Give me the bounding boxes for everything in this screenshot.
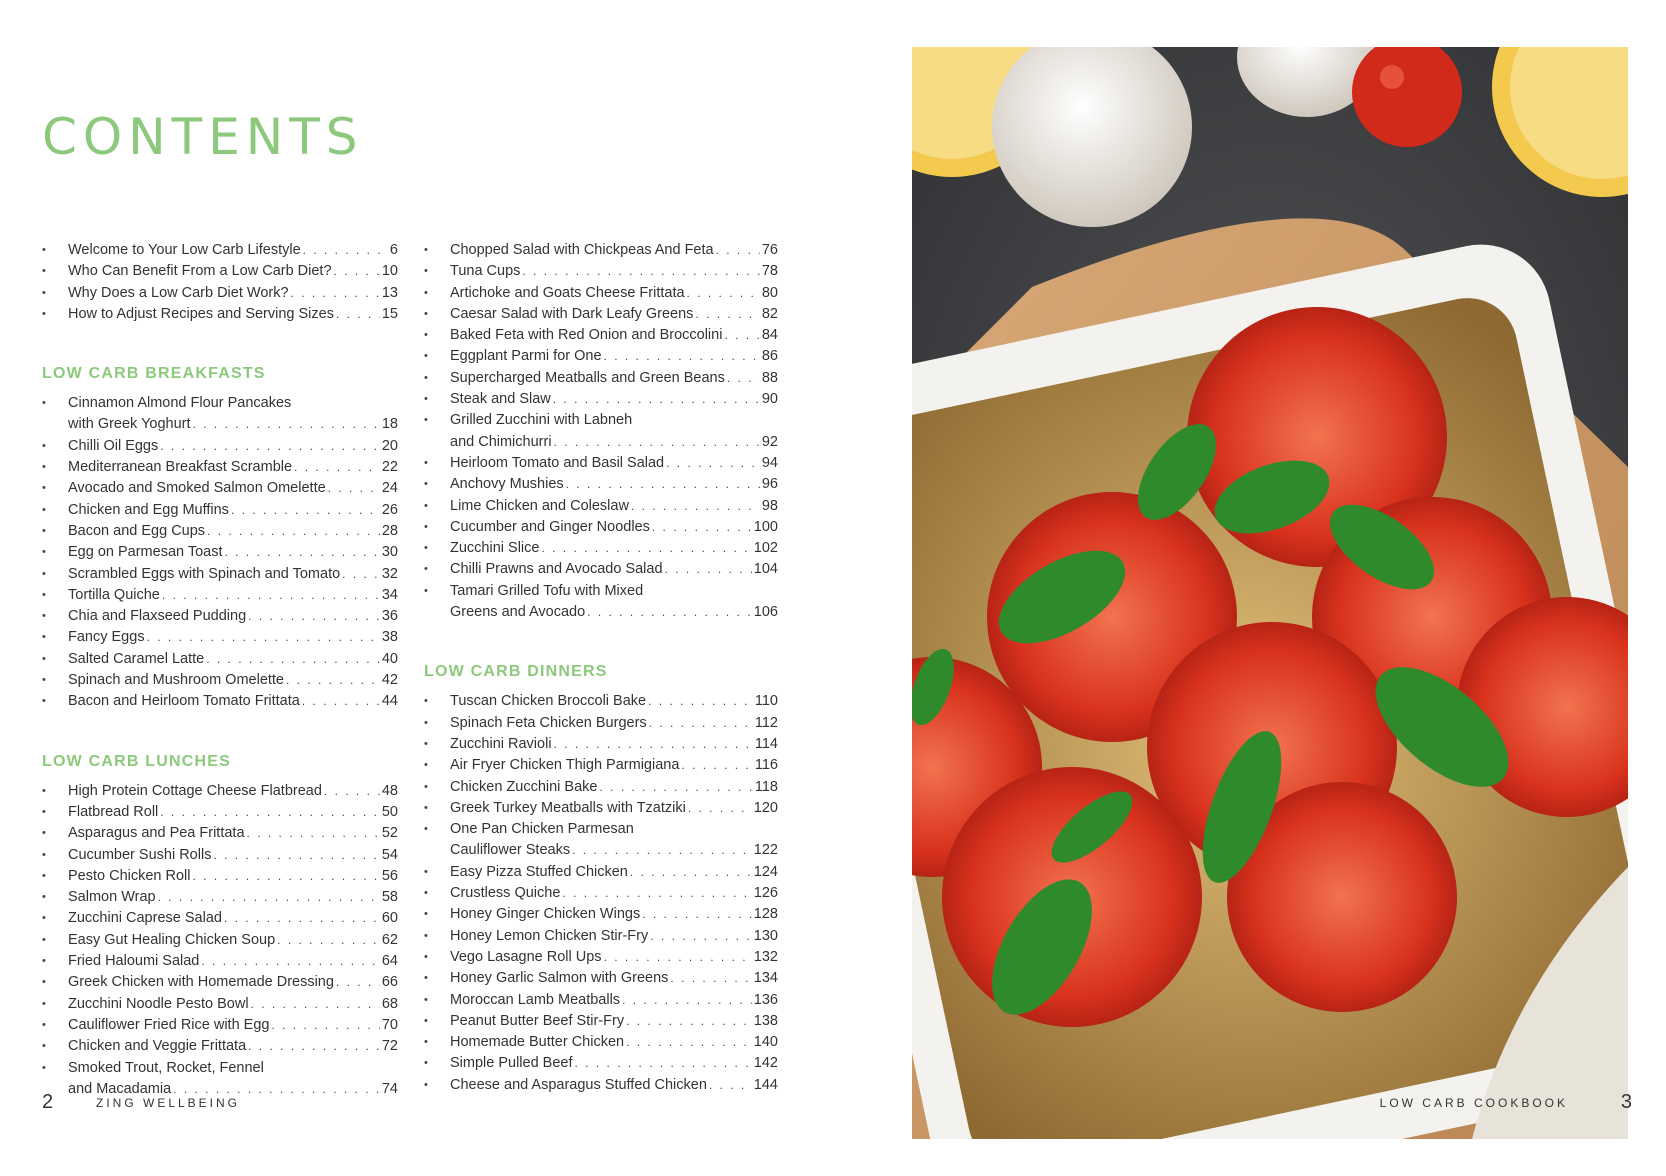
breakfasts-list (42, 393, 398, 712)
dot-leader (342, 564, 380, 585)
toc-entry (42, 802, 398, 823)
toc-entry-page-number: 68 (381, 995, 398, 1012)
toc-entry-title: • Tortilla Quiche (68, 586, 160, 603)
toc-entry-page-number: 66 (381, 974, 398, 991)
dot-leader (665, 559, 752, 580)
toc-entry-page-number: 86 (761, 348, 778, 365)
toc-entry-page-number: 34 (381, 586, 398, 603)
toc-entry-title: • High Protein Cottage Cheese Flatbread (68, 782, 322, 799)
toc-entry-title: • Cucumber Sushi Rolls (68, 846, 212, 863)
toc-entry-title: • Chia and Flaxseed Pudding (68, 608, 247, 625)
footer-book-title: LOW CARB COOKBOOK (1379, 1096, 1568, 1110)
toc-entry-title: • Greek Chicken with Homemade Dressing (68, 974, 334, 991)
toc-entry-title: • Pesto Chicken Roll (68, 867, 191, 884)
toc-entry-title: • Heirloom Tomato and Basil Salad (450, 454, 665, 471)
toc-entry-title: • Tuscan Chicken Broccoli Bake (450, 693, 647, 710)
toc-entry-page-number: 22 (381, 459, 398, 476)
toc-entry-title: with Greek Yoghurt (68, 416, 191, 433)
toc-entry-page-number: 70 (381, 1016, 398, 1033)
toc-entry (42, 930, 398, 951)
toc-entry (42, 261, 398, 282)
toc-entry (42, 649, 398, 670)
toc-entry-page-number: 50 (381, 803, 398, 820)
toc-entry (424, 947, 778, 968)
toc-entry-page-number: 10 (381, 263, 398, 280)
toc-entry-title: • Zucchini Caprese Salad (68, 910, 222, 927)
toc-entry (42, 585, 398, 606)
toc-entry (42, 823, 398, 844)
toc-entry-title: • Mediterranean Breakfast Scramble (68, 459, 293, 476)
footer-brand: ZING WELLBEING (96, 1096, 241, 1110)
toc-entry-title: • Salmon Wrap (68, 889, 156, 906)
toc-entry (424, 474, 778, 495)
toc-entry-page-number: 13 (381, 284, 398, 301)
toc-entry-page-number: 18 (381, 416, 398, 433)
toc-entry (424, 453, 778, 474)
toc-entry-page-number: 54 (381, 846, 398, 863)
dot-leader (630, 862, 752, 883)
toc-entry-page-number: 78 (761, 263, 778, 280)
dot-leader (554, 734, 753, 755)
dot-leader (271, 1015, 379, 1036)
dot-leader (225, 542, 380, 563)
toc-column-1 (42, 240, 398, 1100)
dot-leader (213, 845, 379, 866)
toc-entry-page-number: 124 (753, 863, 778, 880)
lunches-heading: LOW CARB LUNCHES (42, 752, 231, 770)
toc-entry-page-number: 74 (381, 1080, 398, 1097)
toc-entry-page-number: 126 (753, 885, 778, 902)
toc-entry (424, 862, 778, 883)
toc-entry-title: • Who Can Benefit From a Low Carb Diet? (68, 263, 332, 280)
toc-entry-title: • Welcome to Your Low Carb Lifestyle (68, 242, 301, 258)
toc-entry-title: • Steak and Slaw (450, 391, 551, 408)
toc-entry-page-number: 92 (761, 433, 778, 450)
toc-entry (42, 521, 398, 542)
toc-entry-title-line1: • Smoked Trout, Rocket, Fennel (68, 1059, 264, 1076)
toc-entry (42, 304, 398, 325)
toc-entry-title: and Chimichurri (450, 433, 552, 450)
dot-leader (247, 823, 380, 844)
toc-entry-page-number: 104 (753, 561, 778, 578)
toc-entry-title: • Eggplant Parmi for One (450, 348, 602, 365)
toc-entry-title: • Greek Turkey Meatballs with Tzatziki (450, 799, 686, 816)
toc-entry (424, 517, 778, 538)
toc-entry-title: • Crustless Quiche (450, 885, 561, 902)
dot-leader (160, 436, 380, 457)
dot-leader (277, 930, 380, 951)
toc-entry (42, 908, 398, 929)
toc-entry (424, 325, 778, 346)
toc-entry (424, 410, 778, 453)
toc-entry (424, 346, 778, 367)
dot-leader (670, 968, 751, 989)
toc-entry-page-number: 48 (381, 782, 398, 799)
toc-entry-title: • How to Adjust Recipes and Serving Sizes (68, 305, 334, 322)
toc-entry (424, 777, 778, 798)
toc-entry-page-number: 118 (754, 778, 778, 795)
toc-entry-page-number: 132 (753, 948, 778, 965)
toc-entry-title: • Honey Ginger Chicken Wings (450, 906, 641, 923)
dot-leader (666, 453, 760, 474)
toc-entry-page-number: 60 (381, 910, 398, 927)
toc-entry-title: • Flatbread Roll (68, 803, 159, 820)
toc-entry-page-number: 80 (761, 284, 778, 301)
toc-entry-page-number: 88 (761, 369, 778, 386)
toc-column-2 (424, 240, 778, 1096)
right-page-number: 3 (1620, 1091, 1632, 1113)
toc-entry (424, 819, 778, 862)
toc-entry-page-number: 20 (381, 437, 398, 454)
toc-entry-page-number: 120 (753, 799, 778, 816)
dot-leader (566, 474, 760, 495)
dot-leader (162, 585, 380, 606)
toc-entry-title: • Chicken and Veggie Frittata (68, 1038, 247, 1055)
dot-leader (294, 457, 380, 478)
dot-leader (553, 389, 760, 410)
toc-entry-page-number: 56 (381, 867, 398, 884)
dot-leader (206, 649, 380, 670)
toc-entry (424, 883, 778, 904)
dot-leader (286, 670, 380, 691)
dot-leader (727, 368, 760, 389)
toc-entry-title: • Chilli Prawns and Avocado Salad (450, 561, 663, 578)
toc-entry (424, 304, 778, 325)
toc-entry (424, 798, 778, 819)
dot-leader (695, 304, 759, 325)
toc-entry-title: • Scrambled Eggs with Spinach and Tomato (68, 565, 341, 582)
toc-entry-title: • Easy Gut Healing Chicken Soup (68, 931, 276, 948)
dot-leader (336, 304, 380, 325)
toc-entry (424, 240, 778, 261)
dot-leader (302, 691, 380, 712)
dinners-heading: LOW CARB DINNERS (424, 663, 608, 681)
toc-entry (42, 994, 398, 1015)
toc-entry-title: • Why Does a Low Carb Diet Work? (68, 284, 289, 301)
toc-entry-title: • Cheese and Asparagus Stuffed Chicken (450, 1076, 707, 1093)
toc-entry-title: • Fried Haloumi Salad (68, 953, 200, 970)
toc-entry (424, 496, 778, 517)
toc-entry (424, 755, 778, 776)
toc-entry-page-number: 15 (381, 305, 398, 322)
toc-entry-title: Greens and Avocado (450, 604, 586, 621)
toc-entry (424, 283, 778, 304)
toc-entry-page-number: 94 (761, 454, 778, 471)
dot-leader (604, 947, 752, 968)
toc-entry-page-number: 82 (761, 305, 778, 322)
toc-entry-page-number: 114 (754, 735, 778, 752)
toc-entry-page-number: 110 (754, 693, 778, 710)
toc-entry-title: • Honey Garlic Salmon with Greens (450, 970, 669, 987)
toc-entry-page-number: 44 (381, 693, 398, 710)
dot-leader (248, 606, 380, 627)
toc-entry-title: • Lime Chicken and Coleslaw (450, 497, 629, 514)
toc-entry-title: • Bacon and Egg Cups (68, 522, 206, 539)
dot-leader (324, 781, 380, 802)
dot-leader (207, 521, 380, 542)
dot-leader (626, 1011, 752, 1032)
toc-entry (424, 1053, 778, 1074)
toc-entry-title: • Supercharged Meatballs and Green Beans (450, 369, 725, 386)
toc-entry-page-number: 84 (761, 327, 778, 344)
toc-entry-title: Cauliflower Steaks (450, 842, 571, 859)
toc-entry-title: • Salted Caramel Latte (68, 650, 205, 667)
toc-entry (424, 559, 778, 580)
toc-entry-title: • Vego Lasagne Roll Ups (450, 948, 602, 965)
dot-leader (604, 346, 760, 367)
dot-leader (600, 777, 753, 798)
toc-entry (424, 538, 778, 559)
toc-entry (42, 866, 398, 887)
dot-leader (291, 283, 380, 304)
toc-entry (42, 1036, 398, 1057)
toc-entry-page-number: 112 (754, 714, 778, 731)
toc-entry-title: and Macadamia (68, 1080, 172, 1097)
toc-entry (42, 283, 398, 304)
toc-entry (424, 904, 778, 925)
toc-entry-title: • Fancy Eggs (68, 629, 145, 646)
dot-leader (649, 713, 753, 734)
dot-leader (193, 414, 380, 435)
toc-entry-page-number: 6 (389, 242, 398, 258)
dot-leader (681, 755, 752, 776)
dot-leader (224, 908, 380, 929)
toc-entry-page-number: 64 (381, 953, 398, 970)
dot-leader (631, 496, 760, 517)
toc-entry-title: • Simple Pulled Beef (450, 1055, 573, 1072)
dinners-list (424, 691, 778, 1096)
toc-entry-page-number: 122 (753, 842, 778, 859)
toc-entry-title: • Cucumber and Ginger Noodles (450, 518, 650, 535)
dot-leader (193, 866, 380, 887)
baked-tomato-dish-image (912, 47, 1628, 1139)
toc-entry (42, 606, 398, 627)
lunches-list-part-1 (42, 781, 398, 1100)
toc-entry-title: • Chicken Zucchini Bake (450, 778, 598, 795)
dot-leader (650, 926, 752, 947)
dot-leader (709, 1075, 752, 1096)
dot-leader (158, 887, 380, 908)
dot-leader (201, 951, 379, 972)
dot-leader (334, 261, 380, 282)
toc-entry-title: • Egg on Parmesan Toast (68, 544, 223, 561)
toc-entry-page-number: 26 (381, 501, 398, 518)
toc-entry (42, 478, 398, 499)
dot-leader (688, 798, 752, 819)
toc-entry-page-number: 40 (381, 650, 398, 667)
toc-entry (42, 542, 398, 563)
dot-leader (328, 478, 380, 499)
toc-entry-page-number: 36 (381, 608, 398, 625)
dot-leader (642, 904, 752, 925)
toc-entry-page-number: 134 (753, 970, 778, 987)
toc-entry-title: • Peanut Butter Beef Stir-Fry (450, 1012, 625, 1029)
toc-entry-title-line1: • One Pan Chicken Parmesan (450, 821, 634, 838)
toc-entry-page-number: 142 (753, 1055, 778, 1072)
toc-entry-title: • Air Fryer Chicken Thigh Parmigiana (450, 757, 680, 774)
toc-entry (42, 1015, 398, 1036)
toc-entry-title: • Anchovy Mushies (450, 476, 564, 493)
toc-entry-page-number: 140 (753, 1034, 778, 1051)
toc-entry-title: • Chilli Oil Eggs (68, 437, 159, 454)
dot-leader (724, 325, 759, 346)
toc-entry (424, 926, 778, 947)
toc-entry (424, 968, 778, 989)
toc-entry (42, 781, 398, 802)
toc-entry-page-number: 24 (381, 480, 398, 497)
toc-entry (42, 951, 398, 972)
toc-entry-page-number: 42 (381, 672, 398, 689)
dot-leader (626, 1032, 752, 1053)
toc-entry (42, 1058, 398, 1101)
toc-entry-page-number: 128 (753, 906, 778, 923)
left-page-number: 2 (42, 1091, 54, 1113)
dot-leader (554, 432, 760, 453)
toc-entry-page-number: 96 (761, 476, 778, 493)
toc-entry-title: • Chicken and Egg Muffins (68, 501, 229, 518)
toc-entry (424, 734, 778, 755)
dot-leader (522, 261, 759, 282)
toc-entry-title-line1: • Cinnamon Almond Flour Pancakes (68, 395, 292, 412)
toc-entry (42, 670, 398, 691)
dot-leader (160, 802, 380, 823)
toc-entry (424, 1032, 778, 1053)
toc-entry-page-number: 28 (381, 522, 398, 539)
toc-entry-title: • Spinach Feta Chicken Burgers (450, 714, 647, 731)
toc-entry (42, 457, 398, 478)
toc-entry (424, 1075, 778, 1096)
contents-title: CONTENTS (42, 108, 364, 166)
toc-entry-page-number: 100 (753, 518, 778, 535)
toc-entry-title: • Asparagus and Pea Frittata (68, 825, 245, 842)
toc-entry (42, 240, 398, 261)
toc-entry-page-number: 144 (753, 1076, 778, 1093)
toc-entry-title: • Zucchini Ravioli (450, 735, 552, 752)
toc-entry-title-line1: • Grilled Zucchini with Labneh (450, 412, 633, 429)
toc-entry (42, 627, 398, 648)
toc-entry (42, 393, 398, 436)
dot-leader (541, 538, 751, 559)
breakfasts-heading: LOW CARB BREAKFASTS (42, 365, 266, 383)
toc-entry-title: • Zucchini Noodle Pesto Bowl (68, 995, 249, 1012)
toc-entry-title: • Chopped Salad with Chickpeas And Feta (450, 242, 714, 258)
toc-entry-page-number: 32 (381, 565, 398, 582)
toc-entry-title: • Moroccan Lamb Meatballs (450, 991, 621, 1008)
dot-leader (652, 517, 752, 538)
toc-entry-title: • Caesar Salad with Dark Leafy Greens (450, 305, 694, 322)
toc-entry (42, 564, 398, 585)
toc-entry (42, 500, 398, 521)
toc-entry-title: • Artichoke and Goats Cheese Frittata (450, 284, 685, 301)
dot-leader (572, 840, 752, 861)
dot-leader (575, 1053, 752, 1074)
toc-entry (424, 261, 778, 282)
dot-leader (716, 240, 760, 261)
dot-leader (587, 602, 752, 623)
toc-entry-page-number: 98 (761, 497, 778, 514)
toc-entry (42, 845, 398, 866)
toc-entry-page-number: 138 (753, 1012, 778, 1029)
toc-entry (424, 713, 778, 734)
toc-entry-page-number: 76 (761, 242, 778, 258)
lunches-list-part-2 (424, 240, 778, 623)
toc-entry (424, 389, 778, 410)
toc-entry (424, 368, 778, 389)
toc-entry (42, 691, 398, 712)
toc-entry-title: • Cauliflower Fried Rice with Egg (68, 1016, 270, 1033)
toc-entry-title: • Homemade Butter Chicken (450, 1034, 625, 1051)
toc-entry-title: • Spinach and Mushroom Omelette (68, 672, 284, 689)
toc-entry-page-number: 38 (381, 629, 398, 646)
dot-leader (303, 240, 388, 261)
toc-entry (424, 1011, 778, 1032)
toc-entry-page-number: 52 (381, 825, 398, 842)
toc-entry-page-number: 30 (381, 544, 398, 561)
toc-entry-page-number: 116 (754, 757, 778, 774)
dot-leader (248, 1036, 380, 1057)
toc-entry-title: • Bacon and Heirloom Tomato Frittata (68, 693, 300, 710)
toc-entry-page-number: 72 (381, 1038, 398, 1055)
dot-leader (622, 990, 752, 1011)
dot-leader (687, 283, 760, 304)
toc-entry (424, 581, 778, 624)
dot-leader (147, 627, 380, 648)
toc-entry-page-number: 130 (753, 927, 778, 944)
dot-leader (562, 883, 751, 904)
toc-entry-title-line1: • Tamari Grilled Tofu with Mixed (450, 582, 644, 599)
toc-entry-page-number: 106 (753, 604, 778, 621)
toc-entry-page-number: 58 (381, 889, 398, 906)
toc-entry-title: • Tuna Cups (450, 263, 521, 280)
dot-leader (251, 994, 380, 1015)
dot-leader (648, 691, 753, 712)
toc-entry-page-number: 62 (381, 931, 398, 948)
toc-entry-page-number: 90 (761, 391, 778, 408)
toc-entry (424, 691, 778, 712)
toc-entry (42, 436, 398, 457)
toc-entry-title: • Easy Pizza Stuffed Chicken (450, 863, 628, 880)
food-photo (912, 47, 1628, 1139)
toc-entry-title: • Honey Lemon Chicken Stir-Fry (450, 927, 649, 944)
toc-entry-page-number: 102 (753, 540, 778, 557)
toc-entry-title: • Zucchini Slice (450, 540, 540, 557)
toc-entry (42, 972, 398, 993)
toc-entry-title: • Baked Feta with Red Onion and Broccolini (450, 327, 723, 344)
toc-entry-page-number: 136 (753, 991, 778, 1008)
toc-entry-title: • Avocado and Smoked Salmon Omelette (68, 480, 326, 497)
dot-leader (231, 500, 380, 521)
toc-entry (42, 887, 398, 908)
dot-leader (336, 972, 380, 993)
intro-list (42, 240, 398, 325)
toc-entry (424, 990, 778, 1011)
